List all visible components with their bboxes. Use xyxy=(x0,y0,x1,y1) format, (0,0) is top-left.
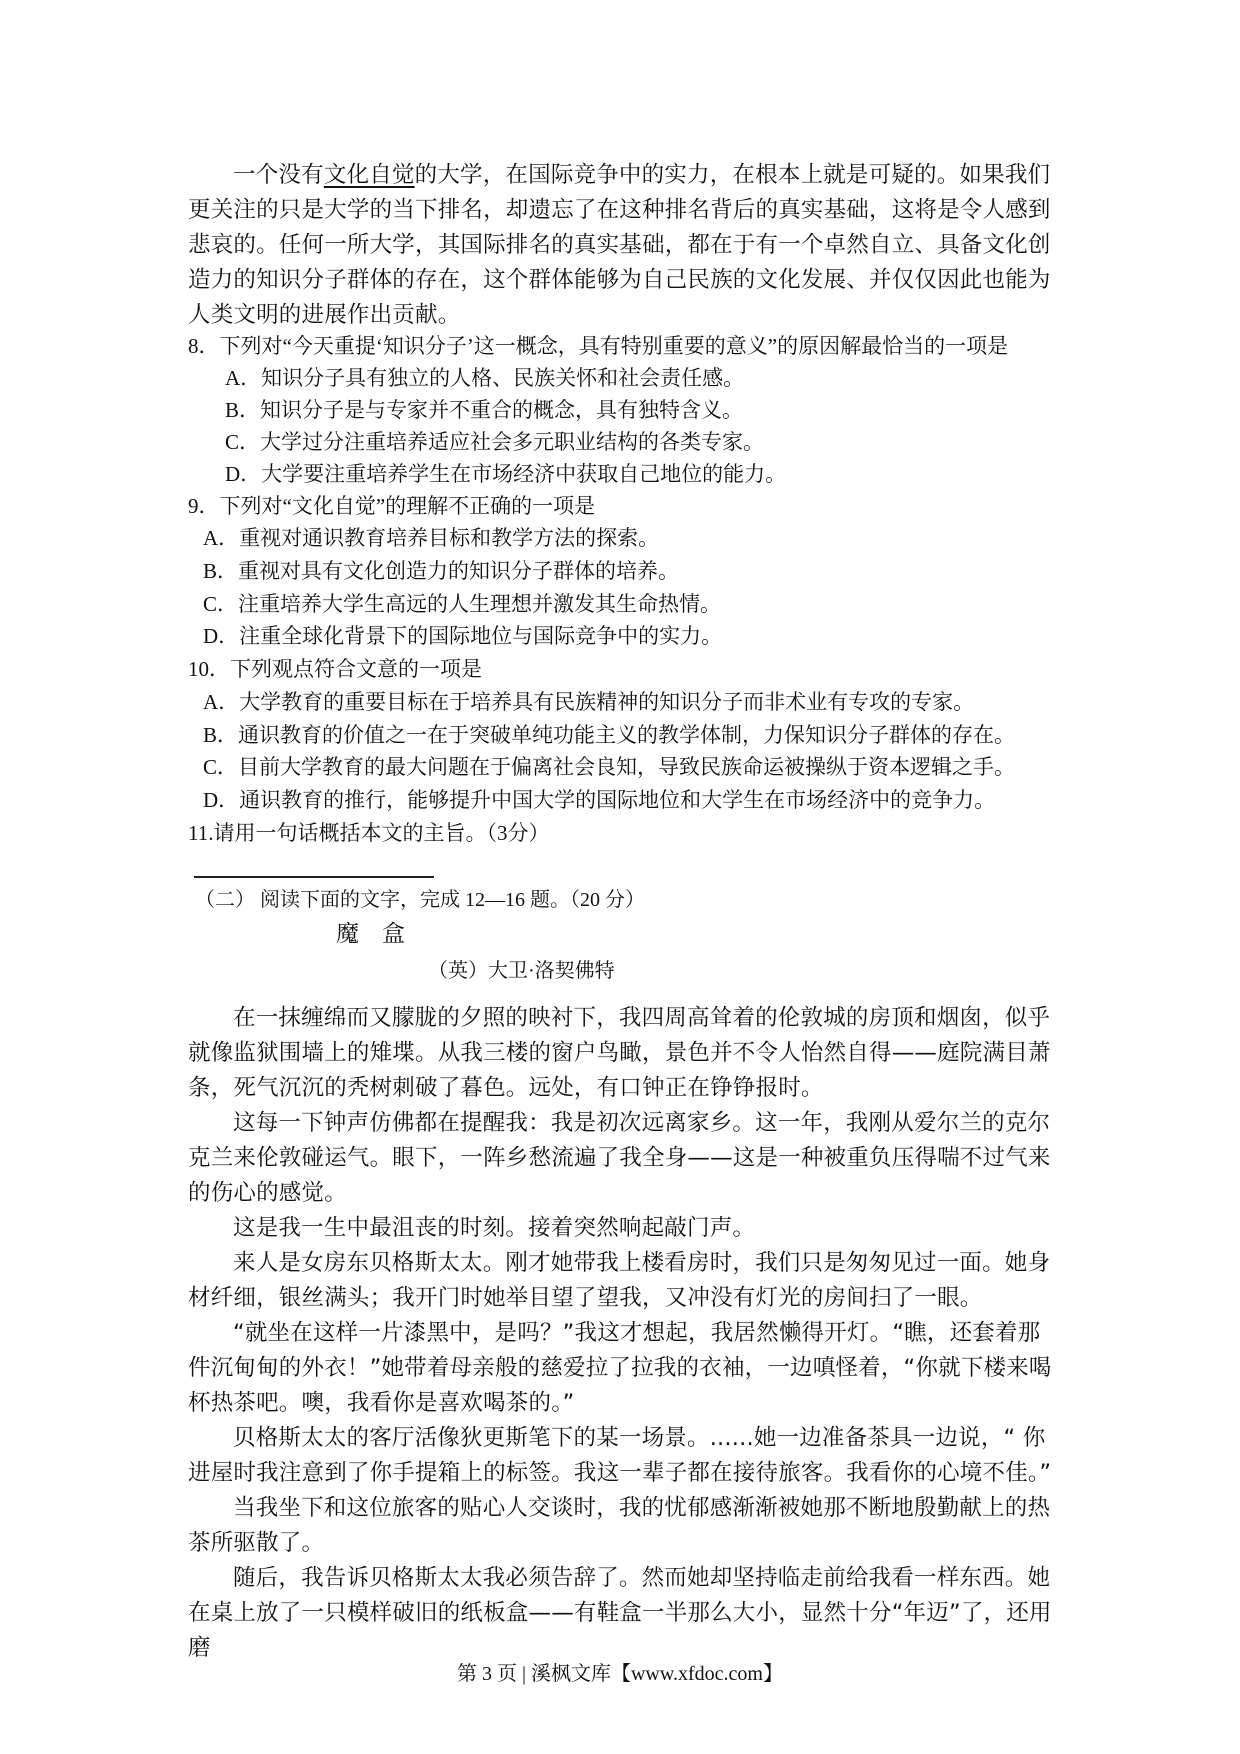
story-paragraph: 当我坐下和这位旅客的贴心人交谈时，我的忧郁感渐渐被她那不断地殷勤献上的热茶所驱散了。 xyxy=(188,1495,1051,1556)
question-stem: 9．下列对“文化自觉”的理解不正确的一项是 xyxy=(188,494,596,518)
answer-option: D．通识教育的推行，能够提升中国大学的国际地位和大学生在市场经济中的竞争力。 xyxy=(203,788,996,812)
passage-text: 的大学，在国际竞争中的实力，在根本上就是可疑的。如果我们更关注的只是大学的当下排名，却遗忘了在这种排名背后的真实基础，这将是令人感到悲哀的。任何一所大学，其国际排名的真实基础，都在于有一个卓然自立、具备文化创造力的知识分子群体的存在，这个群体能够为自己民族的文化发展、并仅仅因此也能为人类文明的进展作出贡献。 xyxy=(188,162,1051,328)
question-stem: 11.请用一句话概括本文的主旨。（3分） xyxy=(188,821,550,845)
story-title: 魔 盒 xyxy=(336,921,405,946)
answer-option: B．知识分子是与专家并不重合的概念，具有独特含义。 xyxy=(225,398,744,422)
underlined-term: 文化自觉 xyxy=(323,162,415,188)
answer-option: A．知识分子具有独立的人格、民族关怀和社会责任感。 xyxy=(225,366,745,390)
story-paragraph: 贝格斯太太的客厅活像狄更斯笔下的某一场景。......她一边准备茶具一边说，“ 你进屋时我注意到了你手提箱上的标签。我这一辈子都在接待旅客。我看你的心境不佳。” xyxy=(188,1425,1052,1486)
story-paragraph: 这是我一生中最沮丧的时刻。接着突然响起敲门声。 xyxy=(233,1215,756,1241)
answer-option: C．注重培养大学生高远的人生理想并激发其生命热情。 xyxy=(203,592,722,616)
story-paragraph: 随后，我告诉贝格斯太太我必须告辞了。然而她却坚持临走前给我看一样东西。她在桌上放了一只模样破旧的纸板盒——有鞋盒一半那么大小，显然十分“年迈”了，还用磨 xyxy=(188,1565,1052,1661)
question-stem: 10．下列观点符合文意的一项是 xyxy=(188,657,482,681)
page-footer: 第 3 页 | 溪枫文库【www.xfdoc.com】 xyxy=(456,1663,783,1685)
answer-option: B．重视对具有文化创造力的知识分子群体的培养。 xyxy=(203,559,680,583)
story-paragraph: 这每一下钟声仿佛都在提醒我：我是初次远离家乡。这一年，我刚从爱尔兰的克尔克兰来伦敦碰运气。眼下，一阵乡愁流遍了我全身——这是一种被重负压得喘不过气来的伤心的感觉。 xyxy=(188,1110,1051,1206)
answer-option: C．大学过分注重培养适应社会多元职业结构的各类专家。 xyxy=(225,430,765,454)
story-paragraph: 在一抹缠绵而又朦胧的夕照的映衬下，我四周高耸着的伦敦城的房顶和烟囱，似乎就像监狱围墙上的雉堞。从我三楼的窗户鸟瞰，景色并不令人怡然自得——庭院满目萧条，死气沉沉的秃树刺破了暮色。远处，有口钟正在铮铮报时。 xyxy=(188,1005,1051,1101)
section-heading: （二） 阅读下面的文字，完成 12—16 题。（20 分） xyxy=(195,889,645,911)
answer-option: A．重视对通识教育培养目标和教学方法的探索。 xyxy=(203,526,660,550)
question-stem: 8．下列对“今天重提‘知识分子’这一概念，具有特别重要的意义”的原因解最恰当的一项是 xyxy=(188,334,1009,358)
answer-option: A．大学教育的重要目标在于培养具有民族精神的知识分子而非术业有专攻的专家。 xyxy=(203,690,975,714)
answer-option: D．注重全球化背景下的国际地位与国际竞争中的实力。 xyxy=(203,624,723,648)
passage-paragraph xyxy=(188,158,1056,333)
story-paragraph: “就坐在这样一片漆黑中，是吗？”我这才想起，我居然懒得开灯。“瞧，还套着那件沉甸甸的外衣！”她带着母亲般的慈爱拉了拉我的衣袖，一边嗔怪着，“你就下楼来喝杯热茶吧。噢，我看你是喜欢喝茶的。” xyxy=(188,1320,1052,1416)
story-author: （英）大卫·洛契佛特 xyxy=(428,960,615,982)
story-paragraph: 来人是女房东贝格斯太太。刚才她带我上楼看房时，我们只是匆匆见过一面。她身材纤细，银丝满头；我开门时她举目望了望我，又冲没有灯光的房间扫了一眼。 xyxy=(188,1250,1051,1311)
passage-text: 一个没有 xyxy=(233,162,324,188)
answer-option: D．大学要注重培养学生在市场经济中获取自己地位的能力。 xyxy=(225,462,787,486)
answer-option: B．通识教育的价值之一在于突破单纯功能主义的教学体制，力保知识分子群体的存在。 xyxy=(203,723,1016,747)
answer-line xyxy=(194,876,434,878)
answer-option: C．目前大学教育的最大问题在于偏离社会良知，导致民族命运被操纵于资本逻辑之手。 xyxy=(203,755,1016,779)
